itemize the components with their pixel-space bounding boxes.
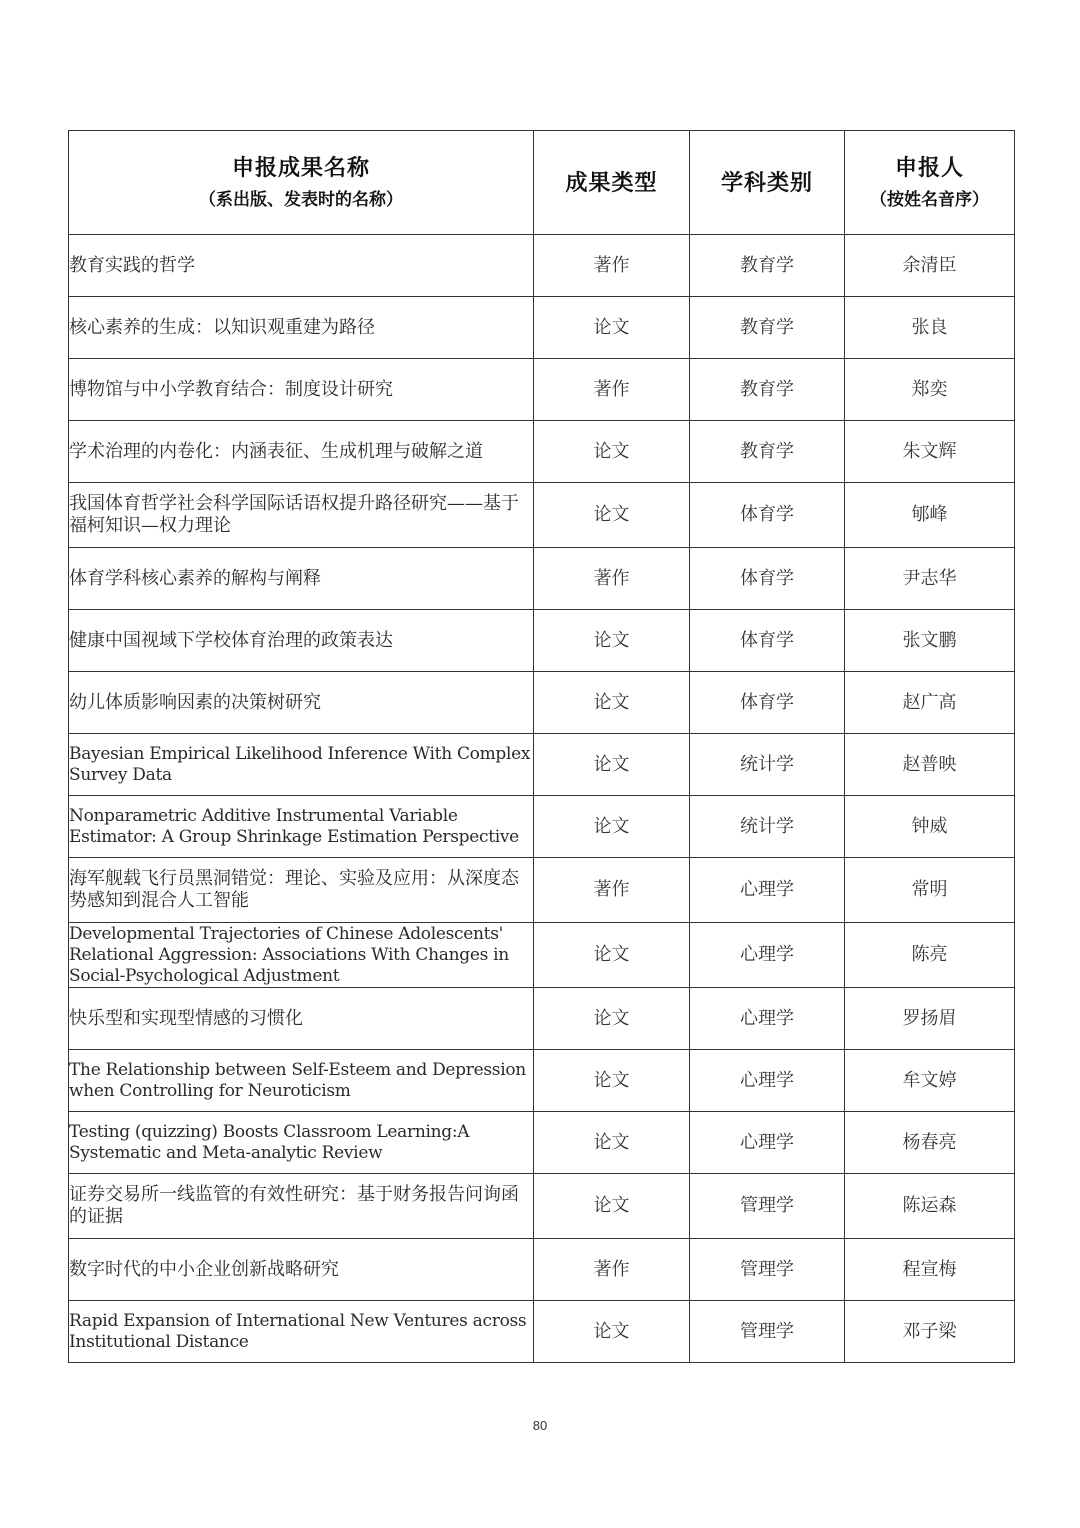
cell-discipline: 管理学 bbox=[690, 1174, 845, 1239]
cell-discipline: 教育学 bbox=[690, 235, 845, 297]
cell-applicant: 赵普映 bbox=[845, 734, 1015, 796]
cell-applicant: 朱文辉 bbox=[845, 421, 1015, 483]
cell-title: 数字时代的中小企业创新战略研究 bbox=[69, 1239, 534, 1301]
cell-type: 论文 bbox=[534, 988, 690, 1050]
cell-discipline: 教育学 bbox=[690, 421, 845, 483]
header-type-label: 成果类型 bbox=[565, 169, 658, 196]
table-row bbox=[69, 1050, 1015, 1112]
cell-type: 著作 bbox=[534, 1239, 690, 1301]
header-title-sub: （系出版、发表时的名称） bbox=[199, 189, 403, 210]
cell-type: 论文 bbox=[534, 672, 690, 734]
cell-title: 幼儿体质影响因素的决策树研究 bbox=[69, 672, 534, 734]
cell-applicant: 赵广高 bbox=[845, 672, 1015, 734]
header-applicant bbox=[845, 131, 1015, 235]
header-applicant-sub: （按姓名音序） bbox=[870, 189, 989, 210]
cell-applicant: 郇峰 bbox=[845, 483, 1015, 548]
cell-title: 证券交易所一线监管的有效性研究：基于财务报告问询函的证据 bbox=[69, 1174, 534, 1239]
cell-applicant: 常明 bbox=[845, 858, 1015, 923]
cell-applicant: 邓子梁 bbox=[845, 1301, 1015, 1363]
cell-applicant: 张文鹏 bbox=[845, 610, 1015, 672]
cell-type: 论文 bbox=[534, 610, 690, 672]
table-row bbox=[69, 235, 1015, 297]
cell-applicant: 尹志华 bbox=[845, 548, 1015, 610]
cell-applicant: 余清臣 bbox=[845, 235, 1015, 297]
cell-type: 论文 bbox=[534, 1301, 690, 1363]
table-row bbox=[69, 548, 1015, 610]
cell-title: 教育实践的哲学 bbox=[69, 235, 534, 297]
table-row bbox=[69, 923, 1015, 988]
cell-applicant: 牟文婷 bbox=[845, 1050, 1015, 1112]
cell-applicant: 罗扬眉 bbox=[845, 988, 1015, 1050]
cell-discipline: 统计学 bbox=[690, 734, 845, 796]
cell-title: 学术治理的内卷化：内涵表征、生成机理与破解之道 bbox=[69, 421, 534, 483]
cell-discipline: 体育学 bbox=[690, 483, 845, 548]
header-applicant-main: 申报人 bbox=[894, 154, 964, 181]
cell-type: 论文 bbox=[534, 297, 690, 359]
table-row bbox=[69, 858, 1015, 923]
cell-title: 健康中国视域下学校体育治理的政策表达 bbox=[69, 610, 534, 672]
cell-title: Testing (quizzing) Boosts Classroom Learning:A Systematic and Meta-analytic Review bbox=[69, 1112, 534, 1174]
cell-title: 快乐型和实现型情感的习惯化 bbox=[69, 988, 534, 1050]
cell-applicant: 张良 bbox=[845, 297, 1015, 359]
cell-type: 论文 bbox=[534, 1050, 690, 1112]
cell-title: The Relationship between Self-Esteem and Depression when Controlling for Neuroticism bbox=[69, 1050, 534, 1112]
table-row bbox=[69, 988, 1015, 1050]
table-row bbox=[69, 1112, 1015, 1174]
header-type bbox=[534, 131, 690, 235]
cell-type: 著作 bbox=[534, 858, 690, 923]
table-row bbox=[69, 421, 1015, 483]
table-row bbox=[69, 672, 1015, 734]
cell-discipline: 体育学 bbox=[690, 672, 845, 734]
cell-type: 论文 bbox=[534, 421, 690, 483]
cell-type: 论文 bbox=[534, 796, 690, 858]
header-title bbox=[69, 131, 534, 235]
header-title-main: 申报成果名称 bbox=[231, 154, 370, 181]
table-row bbox=[69, 734, 1015, 796]
cell-discipline: 管理学 bbox=[690, 1301, 845, 1363]
cell-applicant: 陈运森 bbox=[845, 1174, 1015, 1239]
cell-title: 体育学科核心素养的解构与阐释 bbox=[69, 548, 534, 610]
header-discipline-label: 学科类别 bbox=[720, 169, 813, 196]
cell-type: 论文 bbox=[534, 1174, 690, 1239]
cell-type: 论文 bbox=[534, 483, 690, 548]
cell-type: 著作 bbox=[534, 548, 690, 610]
table-row bbox=[69, 1301, 1015, 1363]
header-discipline bbox=[690, 131, 845, 235]
cell-applicant: 郑奕 bbox=[845, 359, 1015, 421]
cell-type: 论文 bbox=[534, 734, 690, 796]
cell-applicant: 杨春亮 bbox=[845, 1112, 1015, 1174]
cell-applicant: 陈亮 bbox=[845, 923, 1015, 988]
cell-title: 海军舰载飞行员黑洞错觉：理论、实验及应用：从深度态势感知到混合人工智能 bbox=[69, 858, 534, 923]
cell-title: Rapid Expansion of International New Ventures across Institutional Distance bbox=[69, 1301, 534, 1363]
cell-type: 论文 bbox=[534, 923, 690, 988]
cell-discipline: 教育学 bbox=[690, 359, 845, 421]
cell-discipline: 心理学 bbox=[690, 1050, 845, 1112]
cell-type: 著作 bbox=[534, 359, 690, 421]
cell-type: 论文 bbox=[534, 1112, 690, 1174]
cell-discipline: 体育学 bbox=[690, 610, 845, 672]
table-row bbox=[69, 297, 1015, 359]
cell-title: 博物馆与中小学教育结合：制度设计研究 bbox=[69, 359, 534, 421]
cell-type: 著作 bbox=[534, 235, 690, 297]
page-number: 80 bbox=[532, 1418, 548, 1433]
table-row bbox=[69, 1239, 1015, 1301]
table-row bbox=[69, 483, 1015, 548]
table-row bbox=[69, 359, 1015, 421]
table-header-row bbox=[69, 131, 1015, 235]
cell-title: Developmental Trajectories of Chinese Adolescents' Relational Aggression: Associations With Changes in Social-Psychological Adjustment bbox=[69, 923, 534, 988]
cell-discipline: 心理学 bbox=[690, 923, 845, 988]
cell-title: 核心素养的生成：以知识观重建为路径 bbox=[69, 297, 534, 359]
cell-discipline: 心理学 bbox=[690, 1112, 845, 1174]
cell-discipline: 统计学 bbox=[690, 796, 845, 858]
cell-discipline: 体育学 bbox=[690, 548, 845, 610]
cell-title: Nonparametric Additive Instrumental Variable Estimator: A Group Shrinkage Estimation Perspective bbox=[69, 796, 534, 858]
table-row bbox=[69, 796, 1015, 858]
cell-discipline: 心理学 bbox=[690, 858, 845, 923]
table-row bbox=[69, 610, 1015, 672]
cell-applicant: 钟威 bbox=[845, 796, 1015, 858]
cell-discipline: 心理学 bbox=[690, 988, 845, 1050]
awards-table bbox=[68, 130, 1015, 1363]
cell-applicant: 程宣梅 bbox=[845, 1239, 1015, 1301]
cell-discipline: 管理学 bbox=[690, 1239, 845, 1301]
cell-title: 我国体育哲学社会科学国际话语权提升路径研究——基于福柯知识—权力理论 bbox=[69, 483, 534, 548]
cell-title: Bayesian Empirical Likelihood Inference With Complex Survey Data bbox=[69, 734, 534, 796]
cell-discipline: 教育学 bbox=[690, 297, 845, 359]
table-row bbox=[69, 1174, 1015, 1239]
